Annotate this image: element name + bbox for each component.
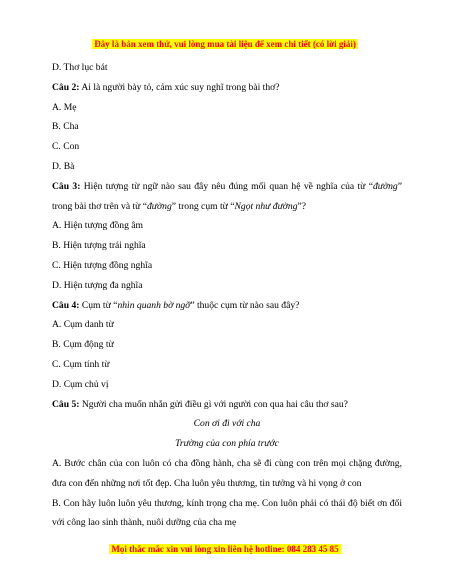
question-3-text-2: ” trong bài thơ trên và từ “: [52, 180, 402, 212]
question-4-text-1: Cụm từ “: [79, 299, 118, 311]
preview-notice-banner: [0, 39, 450, 49]
question-5-option-b: B. Con hãy luôn luôn yêu thương, kính trọng cha mẹ. Con luôn phải có thái độ biết ơn đối với công lao sinh thành, nuôi dưỡng của cha mẹ: [52, 497, 402, 529]
question-3-option-c: C. Hiện tượng đồng nghĩa: [52, 259, 153, 271]
question-4-option-d: D. Cụm chủ vị: [52, 378, 109, 390]
question-2-option-a: A. Mẹ: [52, 101, 77, 113]
option-d-prev: D. Thơ lục bát: [52, 62, 108, 73]
question-2-option-c: C. Con: [52, 141, 80, 153]
question-2-option-d: D. Bà: [52, 160, 75, 172]
question-3-italic-3: Ngọt như đường: [234, 200, 298, 212]
question-4-text-2: ” thuộc cụm từ nào sau đây?: [190, 299, 300, 311]
preview-notice-text: Đây là bản xem thử, vui lòng mua tài liệu để xem chi tiết (có lời giải): [94, 39, 356, 49]
question-3-option-d: D. Hiện tượng đa nghĩa: [52, 279, 143, 291]
question-2-option-b: B. Cha: [52, 121, 79, 133]
question-5-label: Câu 5:: [52, 398, 80, 410]
question-4-option-a: A. Cụm danh từ: [52, 319, 114, 331]
question-4-option-b: B. Cụm động từ: [52, 339, 114, 351]
question-4-italic: nhìn quanh bờ ngỡ: [117, 299, 191, 311]
question-5-text: Người cha muốn nhắn gửi điều gì với người con qua hai câu thơ sau?: [79, 398, 348, 410]
question-3-italic-1: đường: [372, 180, 398, 192]
question-3-option-a: A. Hiện tượng đồng âm: [52, 220, 144, 232]
question-3-italic-2: đường: [147, 200, 172, 212]
question-2: [52, 78, 402, 98]
question-3-text-1: Hiện tượng từ ngữ nào sau đây nêu đúng mối quan hệ về nghĩa của từ “: [80, 180, 373, 192]
question-3-text-4: ”?: [297, 200, 307, 212]
hotline-text: Mọi thắc mắc xin vui lòng xin liên hệ hotline: 084 283 45 85: [111, 544, 339, 554]
question-4-option-c: C. Cụm tính từ: [52, 358, 110, 370]
question-5: [52, 395, 402, 415]
question-4: [52, 296, 402, 316]
question-2-text: Ai là người bày tỏ, cảm xúc suy nghĩ trong bài thơ?: [79, 81, 280, 93]
question-3-text-3: ” trong cụm từ “: [171, 200, 235, 212]
question-4-label: Câu 4:: [52, 299, 80, 311]
question-3: [52, 177, 402, 217]
question-5-option-a: A. Bước chân của con luôn có cha đồng hành, cha sẽ đi cùng con trên mọi chặng đường, đưa con đến những nơi tốt đẹp. Cha luôn yêu thương, tin tưởng và hi vọng ở con: [52, 457, 402, 489]
poem-line-2: Trường của con phía trước: [175, 438, 279, 450]
question-2-label: Câu 2:: [52, 81, 80, 93]
document-body: [52, 58, 402, 533]
poem-line-1: Con ơi đi với cha: [193, 418, 261, 430]
question-3-label: Câu 3:: [52, 180, 81, 192]
hotline-banner: [0, 544, 450, 554]
question-3-option-b: B. Hiện tượng trái nghĩa: [52, 240, 146, 252]
